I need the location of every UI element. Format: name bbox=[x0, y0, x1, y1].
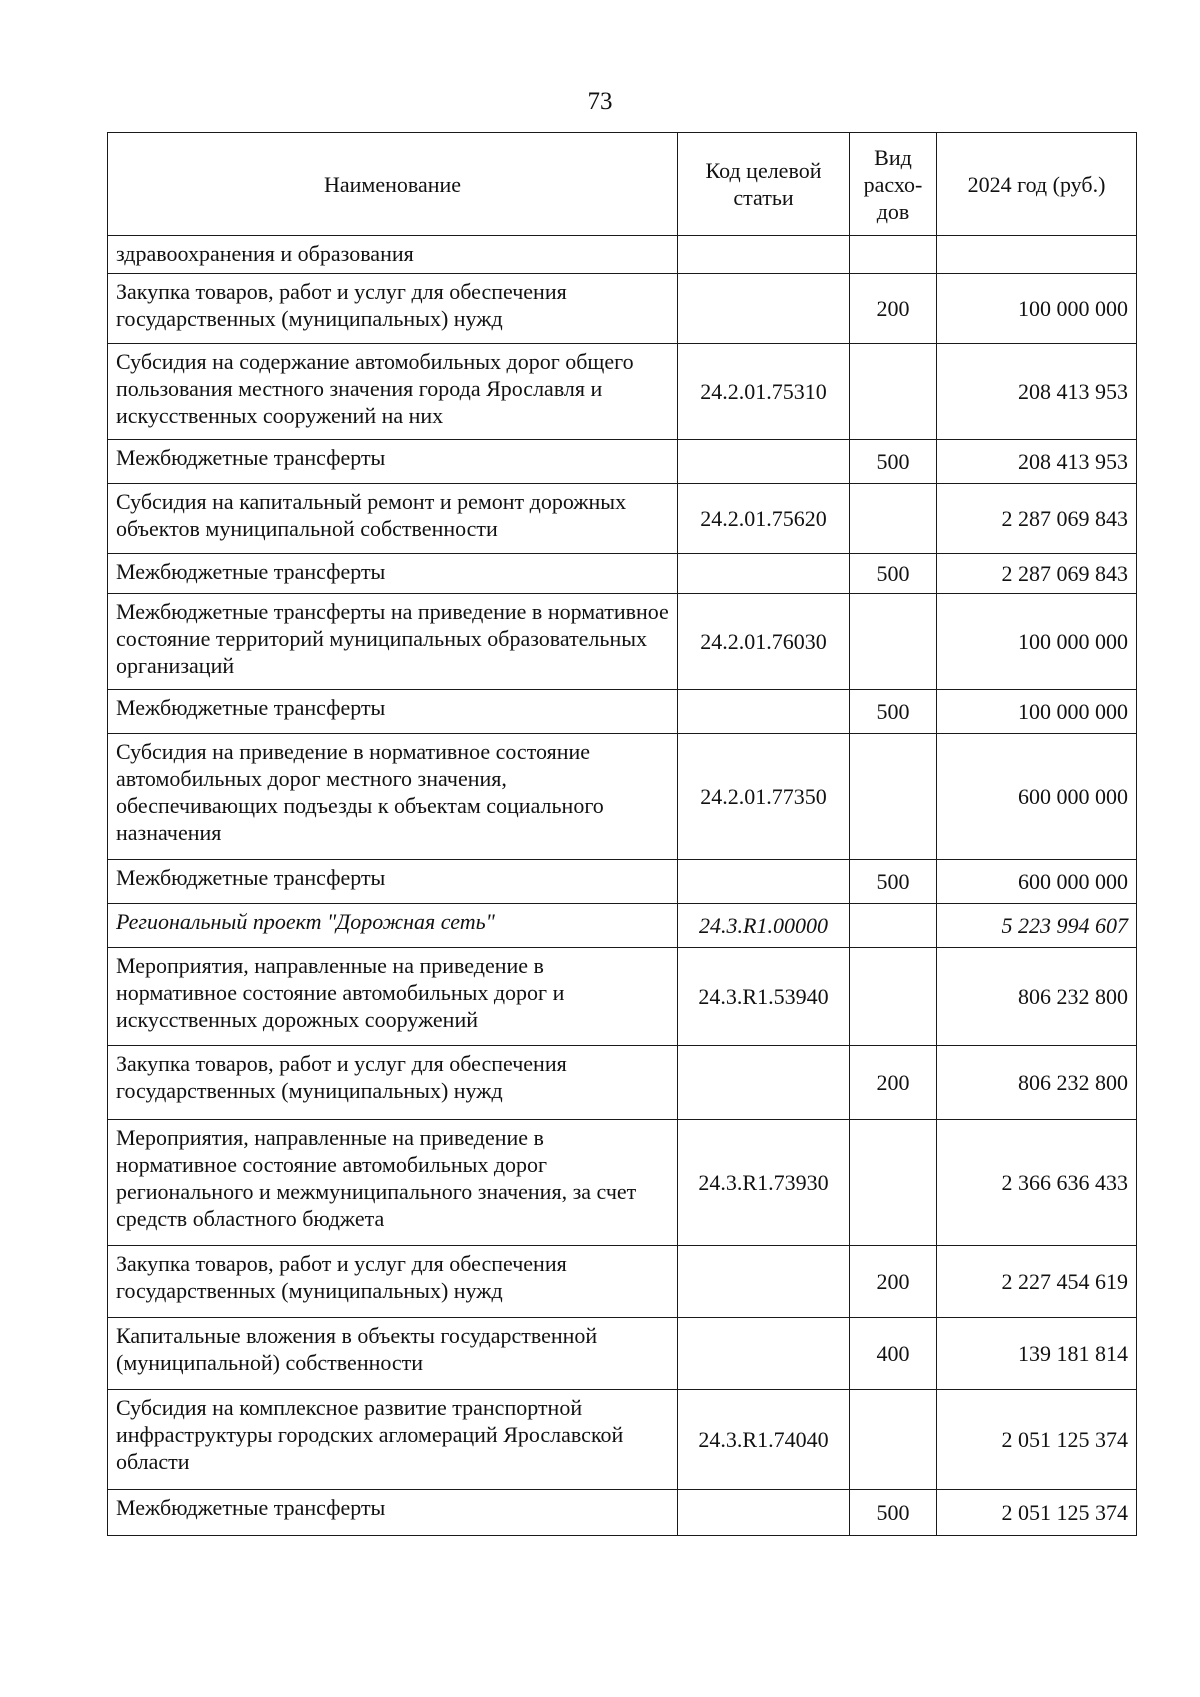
row-amount-cell: 100 000 000 bbox=[937, 690, 1137, 734]
table-row bbox=[108, 1046, 1137, 1120]
table-row bbox=[108, 1246, 1137, 1318]
row-code-cell: 24.2.01.77350 bbox=[678, 734, 850, 860]
budget-table bbox=[107, 132, 1137, 1536]
table-row bbox=[108, 1490, 1137, 1536]
table-row bbox=[108, 440, 1137, 484]
table-row bbox=[108, 734, 1137, 860]
table-row bbox=[108, 594, 1137, 690]
row-kind-cell: 200 bbox=[850, 274, 937, 344]
row-amount-cell: 2 287 069 843 bbox=[937, 484, 1137, 554]
row-name-cell: Капитальные вложения в объекты государственной (муниципальной) собственности bbox=[108, 1318, 678, 1390]
row-code-cell: 24.3.R1.53940 bbox=[678, 948, 850, 1046]
table-row bbox=[108, 690, 1137, 734]
row-kind-cell: 200 bbox=[850, 1046, 937, 1120]
table-row bbox=[108, 1318, 1137, 1390]
row-name-cell: Закупка товаров, работ и услуг для обеспечения государственных (муниципальных) нужд bbox=[108, 1246, 678, 1318]
table-body bbox=[108, 236, 1137, 1536]
table-row bbox=[108, 1120, 1137, 1246]
row-code-cell: 24.2.01.75310 bbox=[678, 344, 850, 440]
row-code-cell: 24.3.R1.00000 bbox=[678, 904, 850, 948]
row-kind-cell: 200 bbox=[850, 1246, 937, 1318]
row-name-cell: Мероприятия, направленные на приведение в нормативное состояние автомобильных дорог и искусственных дорожных сооружений bbox=[108, 948, 678, 1046]
row-code-cell bbox=[678, 690, 850, 734]
row-kind-cell bbox=[850, 594, 937, 690]
row-name-cell: Межбюджетные трансферты bbox=[108, 440, 678, 484]
row-name-cell: Субсидия на содержание автомобильных дорог общего пользования местного значения города Ярославля и искусственных сооружений на них bbox=[108, 344, 678, 440]
row-code-cell bbox=[678, 440, 850, 484]
row-amount-cell: 2 051 125 374 bbox=[937, 1390, 1137, 1490]
row-name-cell: Закупка товаров, работ и услуг для обеспечения государственных (муниципальных) нужд bbox=[108, 274, 678, 344]
row-amount-cell: 208 413 953 bbox=[937, 440, 1137, 484]
row-amount-cell: 139 181 814 bbox=[937, 1318, 1137, 1390]
row-name-cell: Межбюджетные трансферты bbox=[108, 554, 678, 594]
row-name-cell: Субсидия на капитальный ремонт и ремонт дорожных объектов муниципальной собственности bbox=[108, 484, 678, 554]
row-name-cell: Субсидия на приведение в нормативное состояние автомобильных дорог местного значения, обеспечивающих подъезды к объектам социального назначения bbox=[108, 734, 678, 860]
row-name-cell: здравоохранения и образования bbox=[108, 236, 678, 274]
row-amount-cell: 100 000 000 bbox=[937, 594, 1137, 690]
row-name-cell: Региональный проект "Дорожная сеть" bbox=[108, 904, 678, 948]
row-code-cell: 24.2.01.75620 bbox=[678, 484, 850, 554]
row-name-cell: Межбюджетные трансферты bbox=[108, 1490, 678, 1536]
row-kind-cell: 500 bbox=[850, 1490, 937, 1536]
row-kind-cell: 500 bbox=[850, 690, 937, 734]
table-row bbox=[108, 554, 1137, 594]
header-amount: 2024 год (руб.) bbox=[937, 133, 1137, 236]
row-name-cell: Мероприятия, направленные на приведение в нормативное состояние автомобильных дорог регионального и межмуниципального значения, за счет средств областного бюджета bbox=[108, 1120, 678, 1246]
row-kind-cell bbox=[850, 236, 937, 274]
row-kind-cell bbox=[850, 1120, 937, 1246]
table-row bbox=[108, 904, 1137, 948]
row-code-cell bbox=[678, 274, 850, 344]
row-name-cell: Межбюджетные трансферты bbox=[108, 690, 678, 734]
row-amount-cell: 5 223 994 607 bbox=[937, 904, 1137, 948]
table-row bbox=[108, 1390, 1137, 1490]
row-code-cell bbox=[678, 1318, 850, 1390]
page-number: 73 bbox=[587, 88, 613, 115]
row-amount-cell: 2 366 636 433 bbox=[937, 1120, 1137, 1246]
row-kind-cell: 500 bbox=[850, 440, 937, 484]
row-code-cell: 24.3.R1.74040 bbox=[678, 1390, 850, 1490]
row-code-cell bbox=[678, 1246, 850, 1318]
row-code-cell bbox=[678, 554, 850, 594]
row-name-cell: Закупка товаров, работ и услуг для обеспечения государственных (муниципальных) нужд bbox=[108, 1046, 678, 1120]
row-kind-cell: 500 bbox=[850, 860, 937, 904]
row-amount-cell: 806 232 800 bbox=[937, 948, 1137, 1046]
row-amount-cell: 2 051 125 374 bbox=[937, 1490, 1137, 1536]
table-row bbox=[108, 860, 1137, 904]
table-row bbox=[108, 484, 1137, 554]
row-kind-cell bbox=[850, 484, 937, 554]
header-code: Код целевой статьи bbox=[678, 133, 850, 236]
row-kind-cell: 500 bbox=[850, 554, 937, 594]
row-code-cell bbox=[678, 1046, 850, 1120]
table-row bbox=[108, 236, 1137, 274]
row-kind-cell bbox=[850, 1390, 937, 1490]
table-header-row bbox=[108, 133, 1137, 236]
row-code-cell bbox=[678, 236, 850, 274]
row-name-cell: Субсидия на комплексное развитие транспортной инфраструктуры городских агломераций Ярославской области bbox=[108, 1390, 678, 1490]
table-row bbox=[108, 274, 1137, 344]
row-kind-cell bbox=[850, 344, 937, 440]
row-code-cell bbox=[678, 1490, 850, 1536]
row-kind-cell bbox=[850, 948, 937, 1046]
header-kind: Вид расхо-дов bbox=[850, 133, 937, 236]
row-kind-cell bbox=[850, 734, 937, 860]
row-code-cell: 24.2.01.76030 bbox=[678, 594, 850, 690]
row-name-cell: Межбюджетные трансферты на приведение в нормативное состояние территорий муниципальных образовательных организаций bbox=[108, 594, 678, 690]
table-row bbox=[108, 344, 1137, 440]
row-kind-cell: 400 bbox=[850, 1318, 937, 1390]
row-amount-cell: 2 227 454 619 bbox=[937, 1246, 1137, 1318]
header-name: Наименование bbox=[108, 133, 678, 236]
table-row bbox=[108, 948, 1137, 1046]
row-amount-cell: 2 287 069 843 bbox=[937, 554, 1137, 594]
row-kind-cell bbox=[850, 904, 937, 948]
row-name-cell: Межбюджетные трансферты bbox=[108, 860, 678, 904]
row-amount-cell: 600 000 000 bbox=[937, 860, 1137, 904]
row-amount-cell bbox=[937, 236, 1137, 274]
row-amount-cell: 806 232 800 bbox=[937, 1046, 1137, 1120]
row-amount-cell: 100 000 000 bbox=[937, 274, 1137, 344]
row-amount-cell: 600 000 000 bbox=[937, 734, 1137, 860]
row-code-cell bbox=[678, 860, 850, 904]
row-amount-cell: 208 413 953 bbox=[937, 344, 1137, 440]
row-code-cell: 24.3.R1.73930 bbox=[678, 1120, 850, 1246]
